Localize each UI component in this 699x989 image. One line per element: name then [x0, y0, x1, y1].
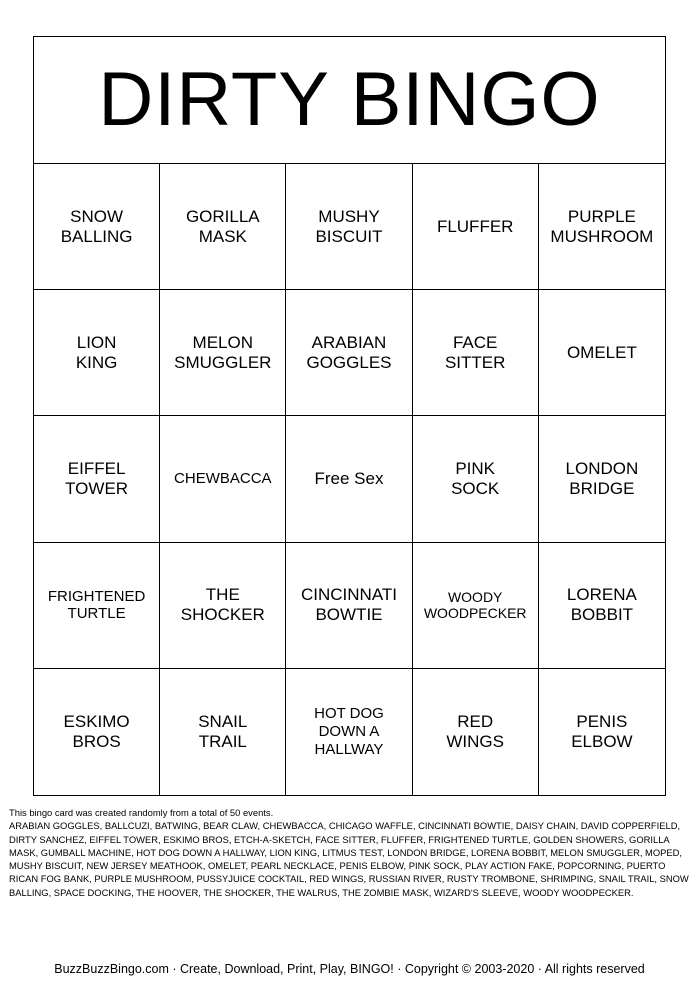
bingo-cell: PENIS ELBOW: [571, 711, 633, 751]
free-space-cell: Free Sex: [286, 416, 412, 542]
bingo-cell: THE SHOCKER: [160, 543, 286, 669]
bingo-cell: CHEWBACCA: [160, 416, 286, 542]
bingo-cell: GORILLA MASK: [160, 164, 286, 290]
bingo-cell: LONDON BRIDGE: [539, 416, 665, 542]
bingo-cell: MUSHY BISCUIT: [286, 164, 412, 290]
bingo-cell: RED WINGS: [413, 669, 539, 795]
bingo-cell: OMELET: [539, 290, 665, 416]
bingo-cell: SNAIL TRAIL: [160, 669, 286, 795]
bingo-cell: FACE SITTER: [413, 290, 539, 416]
events-info: [9, 806, 693, 899]
created-note: This bingo card was created randomly from a total of 50 events.: [9, 807, 274, 818]
bingo-cell: WOODY WOODPECKER: [413, 543, 539, 669]
bingo-cell: CINCINNATI BOWTIE: [286, 543, 412, 669]
bingo-cell: PINK SOCK: [413, 416, 539, 542]
bingo-card: [33, 36, 666, 796]
bingo-cell: LORENA BOBBIT: [539, 543, 665, 669]
events-list: ARABIAN GOGGLES, BALLCUZI, BATWING, BEAR CLAW, CHEWBACCA, CHICAGO WAFFLE, CINCINNATI BOWTIE, DAISY CHAIN, DAVID COPPERFIELD, DIRTY SANCHEZ, EIFFEL TOWER, ESKIMO BROS, ETCH-A-SKETCH, FACE SITTER, FLUFFER, FRIGHTENED TURTLE, GOLDEN SHOWERS, GORILLA MASK, GUMBALL MACHINE, HOT DOG DOWN A HALLWAY, LION KING, LITMUS TEST, LONDON BRIDGE, LORENA BOBBIT, MELON SMUGGLER, MOPED, MUSHY BISCUIT, NEW JERSEY MEATHOOK, OMELET, PEARL NECKLACE, PENIS ELBOW, PINK SOCK, PLAY ACTION FAKE, POPCORNING, PUERTO RICAN FOG BANK, PURPLE MUSHROOM, PUSSYJUICE COCKTAIL, RED WINGS, RUSSIAN RIVER, RUSTY TROMBONE, SHRIMPING, SNAIL TRAIL, SNOW BALLING, SPACE DOCKING, THE HOOVER, THE SHOCKER, THE WALRUS, THE ZOMBIE MASK, WIZARD'S SLEEVE, WOODY WOODPECKER.: [9, 820, 689, 898]
bingo-cell: EIFFEL TOWER: [34, 416, 160, 542]
bingo-cell: PURPLE MUSHROOM: [539, 164, 665, 290]
bingo-cell: FRIGHTENED TURTLE: [34, 543, 160, 669]
footer-copyright: BuzzBuzzBingo.com · Create, Download, Print, Play, BINGO! · Copyright © 2003-2020 · All rights reserved: [54, 962, 645, 976]
bingo-cell: ARABIAN GOGGLES: [286, 290, 412, 416]
bingo-cell: HOT DOG DOWN A HALLWAY: [286, 669, 412, 795]
bingo-cell: LION KING: [34, 290, 160, 416]
bingo-cell: FLUFFER: [413, 164, 539, 290]
bingo-grid: [34, 164, 665, 795]
card-title: DIRTY BINGO: [34, 37, 665, 164]
bingo-cell: SNOW BALLING: [34, 164, 160, 290]
bingo-cell: MELON SMUGGLER: [160, 290, 286, 416]
bingo-cell: ESKIMO BROS: [34, 669, 160, 795]
